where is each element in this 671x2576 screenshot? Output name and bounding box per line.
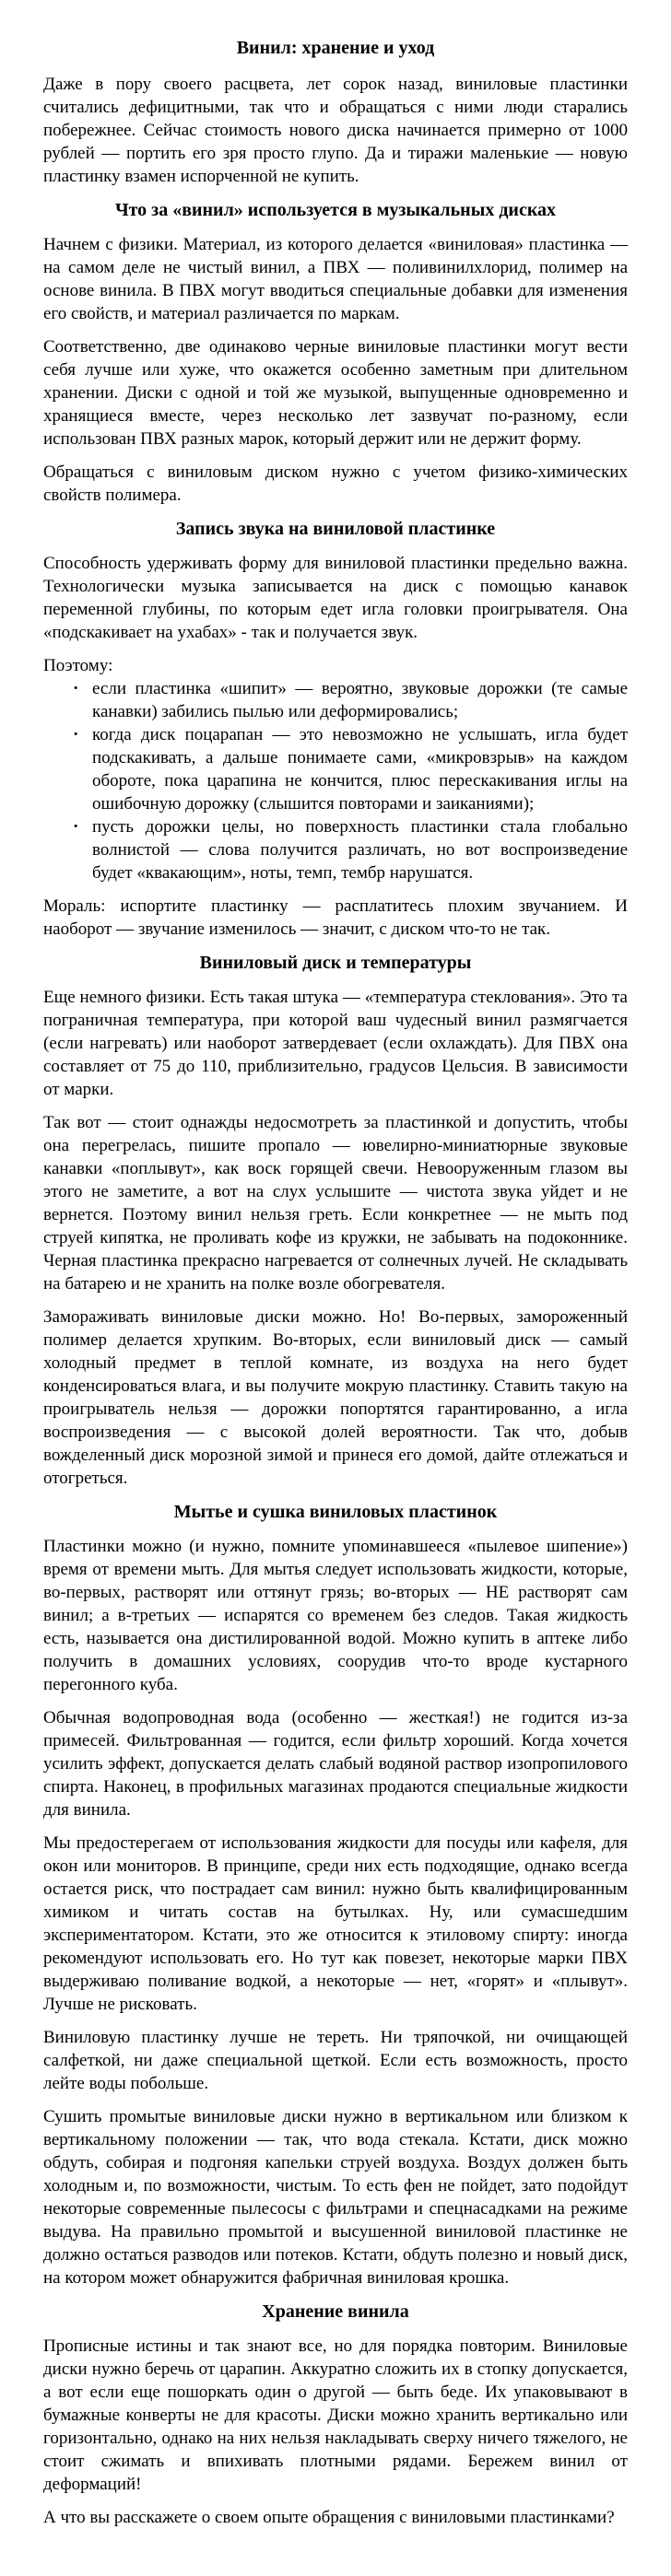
- paragraph: Пластинки можно (и нужно, помните упоминавшееся «пылевое шипение») время от времени мыть. Для мытья следует использовать жидкости, которые, во-первых, растворят или оттянут грязь; во-вторых — НЕ растворят сам винил; а в-третьих — испарятся со временем без следов. Такая жидкость есть, называется она дистилированной водой. Можно купить в аптеке либо получить в домашних условиях, соорудив что-то вроде кустарного перегонного куба.: [43, 1537, 628, 1694]
- section-heading: Виниловый диск и температуры: [199, 953, 472, 973]
- paragraph: Соответственно, две одинаково черные виниловые пластинки могут вести себя лучше или хуже, что окажется особенно заметным при длительном хранении. Диски с одной и той же музыкой, выпущенные одновременно и хранящиеся вместе, через несколько лет зазвучат по-разному, если использован ПВХ разных марок, который держит или не держит форму.: [43, 337, 628, 449]
- section-heading: Мытье и сушка виниловых пластинок: [173, 1502, 498, 1522]
- list-item: · если пластинка «шипит» — вероятно, звуковые дорожки (те самые канавки) забились пылью или деформировались;: [43, 677, 628, 723]
- list-item: · пусть дорожки целы, но поверхность пластинки стала глобально волнистой — слова получится различать, но вот воспроизведение будет «квакающим», ноты, темп, тембр нарушатся.: [43, 815, 628, 884]
- document-body: [43, 73, 628, 2529]
- paragraph: Способность удерживать форму для виниловой пластинки предельно важна. Технологически музыка записывается на диск с помощью канавок переменной глубины, по которым едет игла головки проигрывателя. Она «подскакивает на ухабах» - так и получается звук.: [43, 554, 628, 642]
- paragraph: Начнем с физики. Материал, из которого делается «виниловая» пластинка — на самом деле не чистый винил, а ПВХ — поливинилхлорид, полимер на основе винила. В ПВХ могут вводиться специальные добавки для изменения его свойств, и материал различается по маркам.: [43, 235, 628, 323]
- paragraph: Еще немного физики. Есть такая штука — «температура стеклования». Это та пограничная температура, при которой ваш чудесный винил размягчается (если нагревать) или наоборот затвердевает (если охлаждать). Для ПВХ она составляет от 75 до 110, приблизительно, градусов Цельсия. В зависимости от марки.: [43, 988, 628, 1099]
- paragraph: Даже в пору своего расцвета, лет сорок назад, виниловые пластинки считались дефицитными, так что и обращаться с ними люди старались побережнее. Сейчас стоимость нового диска начинается примерно от 1000 рублей — портить его зря просто глупо. Да и тиражи маленькие — новую пластинку взамен испорченной не купить.: [43, 75, 628, 186]
- paragraph: Виниловую пластинку лучше не тереть. Ни тряпочкой, ни очищающей салфеткой, ни даже специальной щеткой. Если есть возможность, просто лейте воды побольше.: [43, 2028, 628, 2093]
- list-intro: Поэтому:: [43, 656, 113, 675]
- paragraph: Мы предостерегаем от использования жидкости для посуды или кафеля, для окон или мониторов. В принципе, среди них есть подходящие, однако всегда остается риск, что пострадает сам винил: нужно быть квалифицированным химиком и читать состав на бутылках. Ну, или сумасшедшим экспериментатором. Кстати, это же относится к этиловому спирту: иногда рекомендуют использовать его. Но тут как повезет, некоторые марки ПВХ выдерживаю поливание водкой, а некоторые — нет, «горят» и «плывут». Лучше не рисковать.: [43, 1833, 628, 2014]
- section-heading: Хранение винила: [262, 2301, 409, 2322]
- list-item: · когда диск поцарапан — это невозможно не услышать, игла будет подскакивать, а дальше понимаете сами, «микровзрыв» на каждом обороте, пока царапина не кончится, плюс перескакивания иглы на ошибочную дорожку (слышится повторами и заиканиями);: [43, 723, 628, 815]
- document-title: Винил: хранение и уход: [236, 38, 435, 58]
- paragraph: Сушить промытые виниловые диски нужно в вертикальном или близком к вертикальному положении — так, что вода стекала. Кстати, диск можно обдуть, собирая и подгоняя капельки струей воздуха. Воздух должен быть холодным и, по возможности, чистым. То есть фен не пойдет, зато подойдут некоторые современные пылесосы с фильтрами и спецнасадками на режиме выдува. На правильно промытой и высушенной виниловой пластинке не должно остаться разводов или потеков. Кстати, обдуть полезно и новый диск, на котором может обнаружится фабричная виниловая крошка.: [43, 2107, 628, 2288]
- paragraph: Замораживать виниловые диски можно. Но! Во-первых, замороженный полимер делается хрупким. Во-вторых, если виниловый диск — самый холодный предмет в теплой комнате, из воздуха на него будет конденсироваться влага, и вы получите мокрую пластинку. Ставить такую на проигрыватель нельзя — дорожки попортятся гарантированно, а игла воспроизведения — с высокой долей вероятности. Так что, добыв вожделенный диск морозной зимой и принеся его домой, дайте отлежаться и отогреться.: [43, 1307, 628, 1488]
- paragraph: Обычная водопроводная вода (особенно — жесткая!) не годится из-за примесей. Фильтрованная — годится, если фильтр хороший. Когда хочется усилить эффект, допускается делать слабый водяной раствор изопропилового спирта. Наконец, в профильных магазинах продаются специальные жидкости для винила.: [43, 1708, 628, 1820]
- section-heading: Что за «винил» используется в музыкальных дисках: [114, 200, 557, 220]
- bullet-list: [43, 677, 628, 884]
- paragraph: Обращаться с виниловым диском нужно с учетом физико-химических свойств полимера.: [43, 463, 628, 505]
- paragraph: А что вы расскажете о своем опыте обращения с виниловыми пластинками?: [43, 2508, 615, 2527]
- paragraph: Так вот — стоит однажды недосмотреть за пластинкой и допустить, чтобы она перегрелась, пишите пропало — ювелирно-миниатюрные звуковые канавки «поплывут», как воск горящей свечи. Невооруженным глазом вы этого не заметите, а вот на слух услышите — чистота звука уйдет и не вернется. Поэтому винил нельзя греть. Если конкретнее — не мыть под струей кипятка, не проливать кофе из кружки, не забывать на подоконнике. Черная пластинка прекрасно нагревается от солнечных лучей. Не складывать на батарею и не хранить на полке возле обогревателя.: [43, 1113, 628, 1294]
- paragraph: Прописные истины и так знают все, но для порядка повторим. Виниловые диски нужно беречь от царапин. Аккуратно сложить их в стопку допускается, а вот если еще пошоркать один о другой — быть беде. Их упаковывают в бумажные конверты не для красоты. Диски можно хранить вертикально или горизонтально, однако на них нельзя накладывать сверху ничего тяжелого, не стоит сжимать и впихивать плотными рядами. Бережем винил от деформаций!: [43, 2336, 628, 2494]
- paragraph: Мораль: испортите пластинку — расплатитесь плохим звучанием. И наоборот — звучание изменилось — значит, с диском что-то не так.: [43, 896, 628, 939]
- section-heading: Запись звука на виниловой пластинке: [175, 519, 496, 539]
